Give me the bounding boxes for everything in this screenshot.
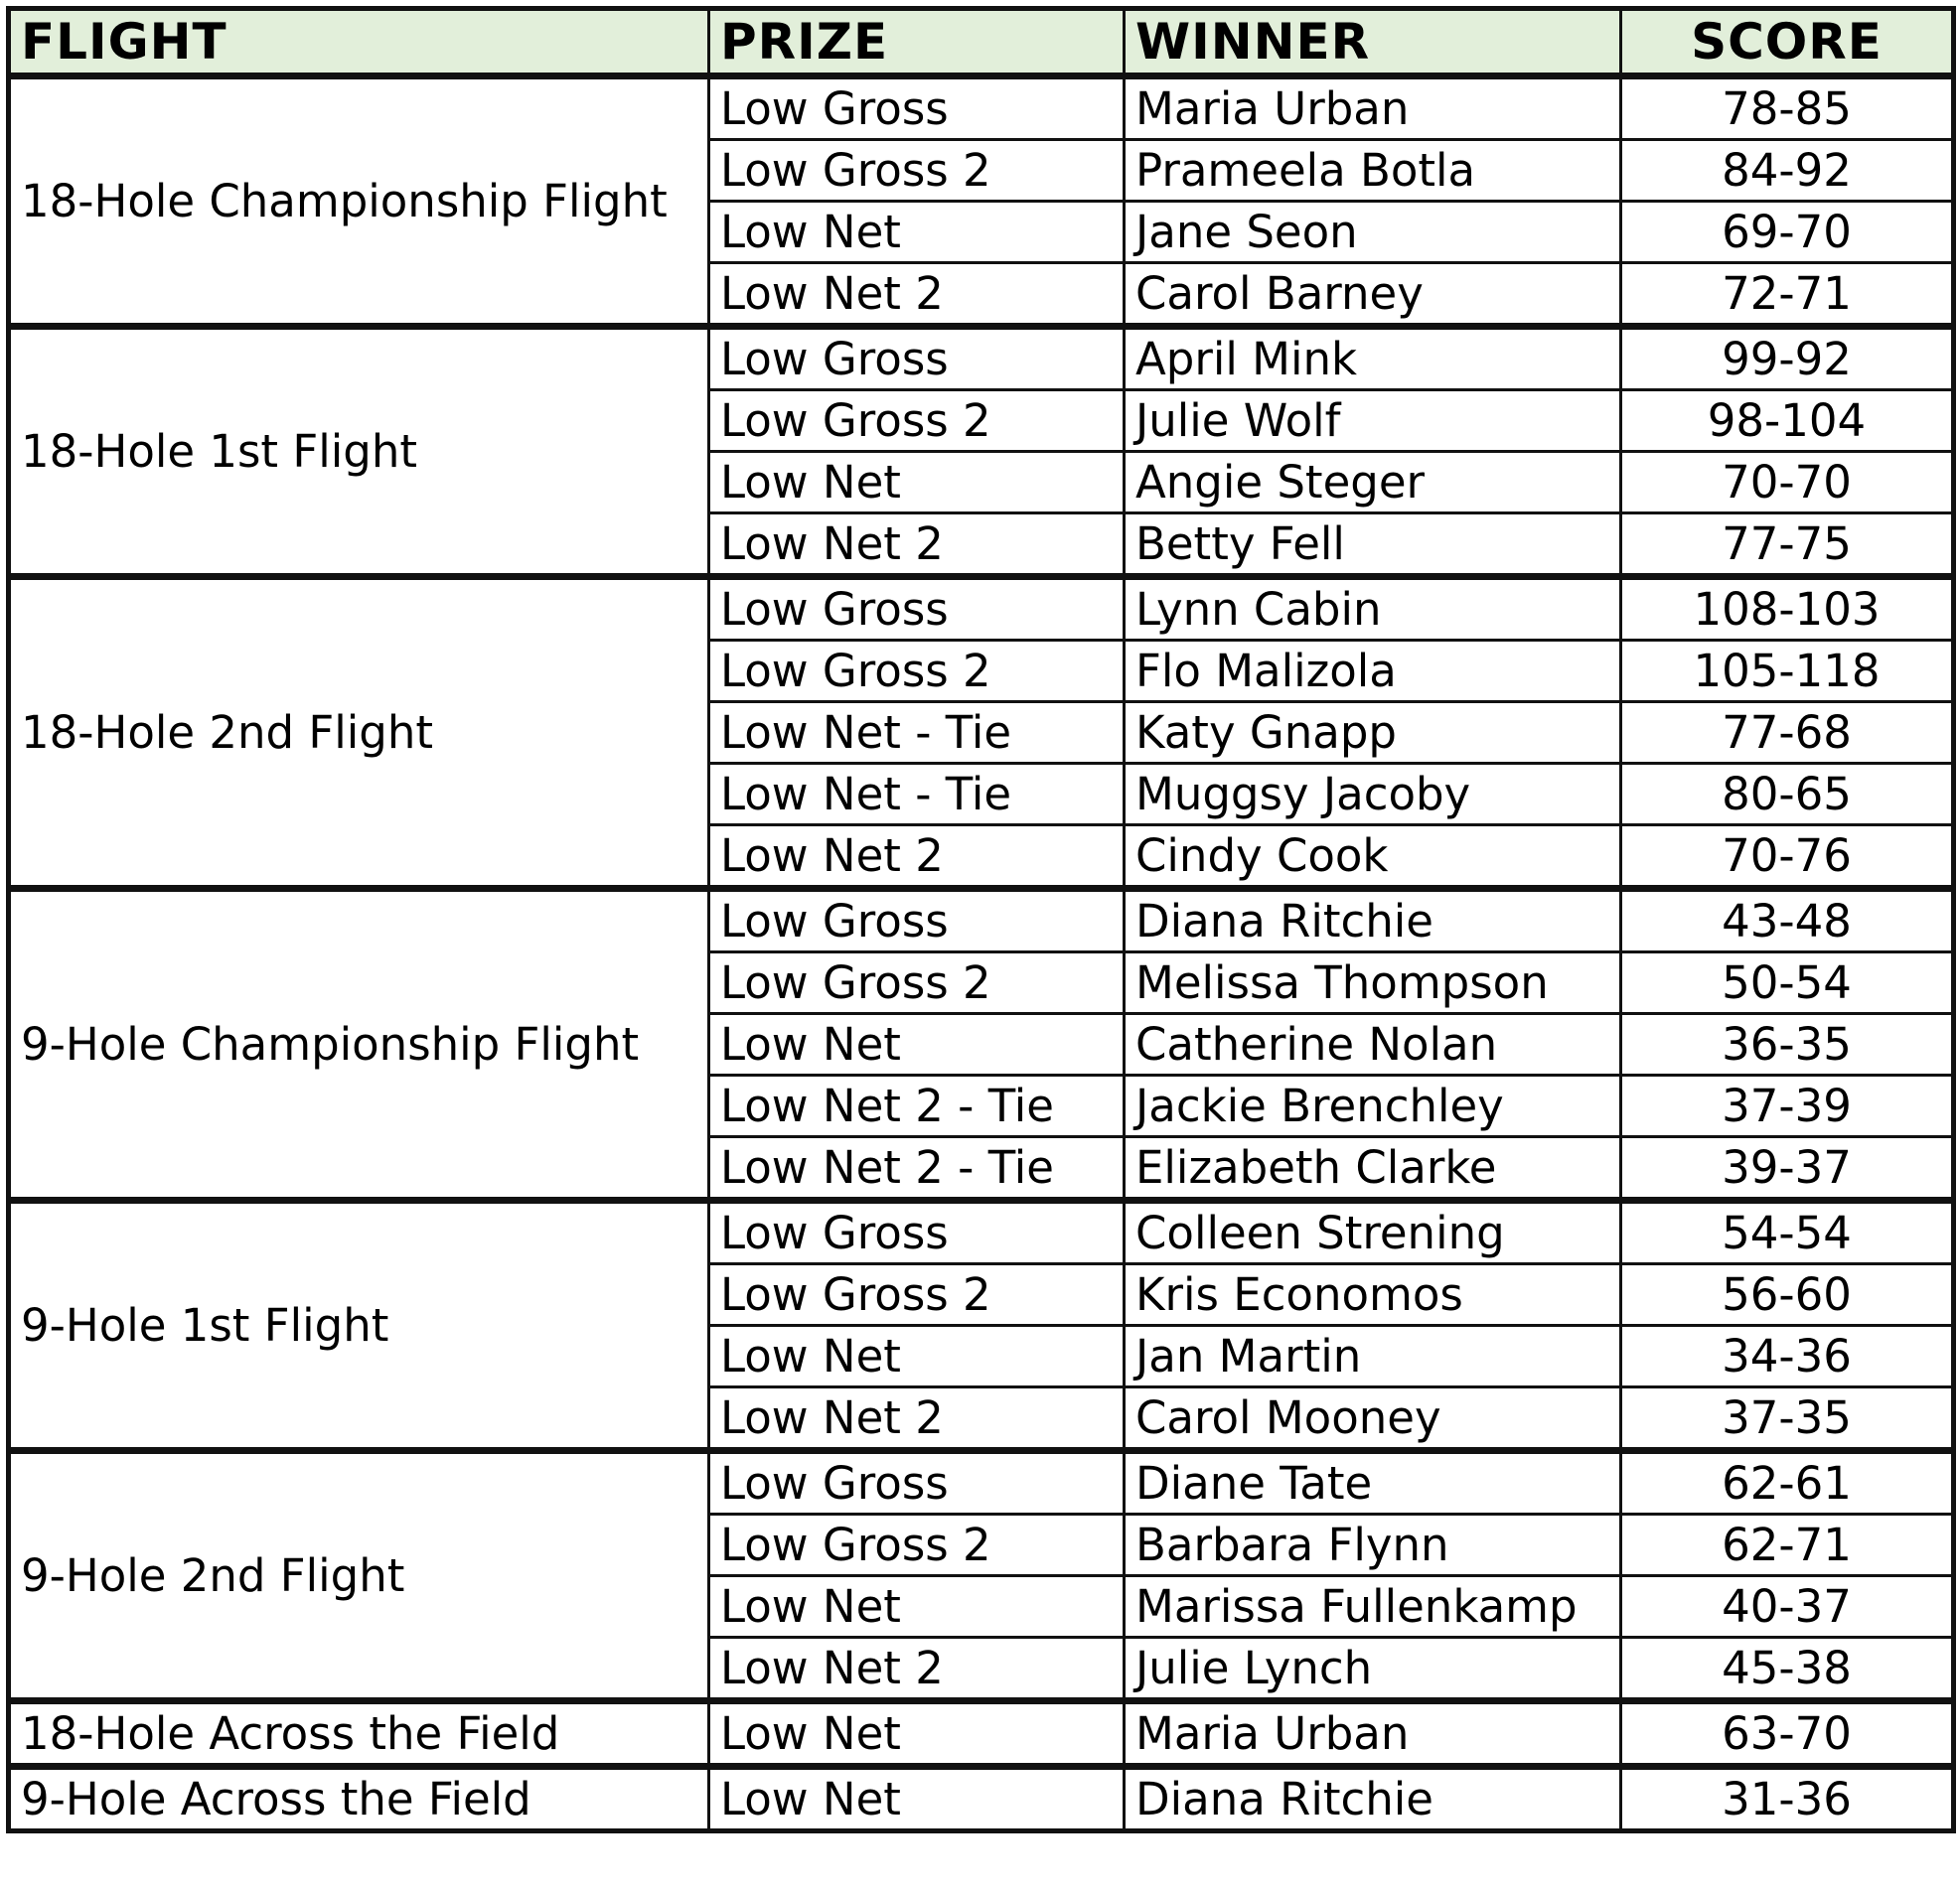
winner-name-cell: Lynn Cabin <box>1125 577 1621 641</box>
winner-name-cell: Marissa Fullenkamp <box>1125 1576 1621 1638</box>
table-row <box>9 1767 1954 1831</box>
table-row <box>9 1451 1954 1515</box>
prize-cell: Low Net 2 <box>709 1387 1125 1451</box>
winner-column-header: WINNER <box>1125 9 1621 76</box>
score-cell: 72-71 <box>1621 263 1954 327</box>
score-cell: 56-60 <box>1621 1264 1954 1326</box>
prize-cell: Low Net <box>709 452 1125 513</box>
score-cell: 39-37 <box>1621 1137 1954 1201</box>
winner-name-cell: April Mink <box>1125 327 1621 390</box>
score-cell: 78-85 <box>1621 76 1954 140</box>
prize-cell: Low Net 2 <box>709 825 1125 889</box>
winner-name-cell: Colleen Strening <box>1125 1201 1621 1264</box>
table-row <box>9 577 1954 641</box>
winner-name-cell: Katy Gnapp <box>1125 702 1621 764</box>
prize-cell: Low Gross <box>709 577 1125 641</box>
prize-cell: Low Net - Tie <box>709 764 1125 825</box>
winner-name-cell: Muggsy Jacoby <box>1125 764 1621 825</box>
prize-cell: Low Net 2 <box>709 1638 1125 1701</box>
winner-name-cell: Maria Urban <box>1125 1701 1621 1767</box>
prize-column-header: PRIZE <box>709 9 1125 76</box>
prize-cell: Low Net <box>709 1767 1125 1831</box>
score-cell: 70-70 <box>1621 452 1954 513</box>
score-cell: 40-37 <box>1621 1576 1954 1638</box>
prize-cell: Low Net <box>709 1701 1125 1767</box>
winner-name-cell: Kris Economos <box>1125 1264 1621 1326</box>
prize-cell: Low Gross 2 <box>709 1515 1125 1576</box>
winner-name-cell: Julie Wolf <box>1125 390 1621 452</box>
score-cell: 105-118 <box>1621 641 1954 702</box>
winner-name-cell: Jan Martin <box>1125 1326 1621 1387</box>
winner-name-cell: Elizabeth Clarke <box>1125 1137 1621 1201</box>
prize-cell: Low Net 2 <box>709 513 1125 577</box>
winner-name-cell: Betty Fell <box>1125 513 1621 577</box>
prize-cell: Low Net 2 - Tie <box>709 1076 1125 1137</box>
flight-name-cell: 18-Hole 2nd Flight <box>9 577 709 889</box>
flight-name-cell: 9-Hole Across the Field <box>9 1767 709 1831</box>
score-cell: 80-65 <box>1621 764 1954 825</box>
flight-name-cell: 9-Hole 2nd Flight <box>9 1451 709 1701</box>
prize-cell: Low Gross <box>709 1451 1125 1515</box>
prize-cell: Low Gross 2 <box>709 1264 1125 1326</box>
winner-name-cell: Flo Malizola <box>1125 641 1621 702</box>
table-row <box>9 1201 1954 1264</box>
prize-cell: Low Gross 2 <box>709 140 1125 202</box>
table-body <box>9 76 1954 1831</box>
winner-name-cell: Jackie Brenchley <box>1125 1076 1621 1137</box>
flight-name-cell: 9-Hole Championship Flight <box>9 889 709 1201</box>
winner-name-cell: Angie Steger <box>1125 452 1621 513</box>
winner-name-cell: Maria Urban <box>1125 76 1621 140</box>
score-cell: 54-54 <box>1621 1201 1954 1264</box>
table-header <box>9 9 1954 76</box>
flight-name-cell: 18-Hole Championship Flight <box>9 76 709 327</box>
prize-cell: Low Gross 2 <box>709 390 1125 452</box>
score-cell: 84-92 <box>1621 140 1954 202</box>
score-cell: 34-36 <box>1621 1326 1954 1387</box>
prize-cell: Low Net <box>709 1326 1125 1387</box>
prize-cell: Low Net <box>709 202 1125 263</box>
winner-name-cell: Melissa Thompson <box>1125 952 1621 1014</box>
winner-name-cell: Cindy Cook <box>1125 825 1621 889</box>
flight-name-cell: 18-Hole 1st Flight <box>9 327 709 577</box>
prize-cell: Low Gross <box>709 1201 1125 1264</box>
prize-cell: Low Gross <box>709 76 1125 140</box>
score-cell: 62-71 <box>1621 1515 1954 1576</box>
prize-cell: Low Net - Tie <box>709 702 1125 764</box>
flight-column-header: FLIGHT <box>9 9 709 76</box>
prize-cell: Low Net 2 - Tie <box>709 1137 1125 1201</box>
table-row <box>9 889 1954 952</box>
score-cell: 37-39 <box>1621 1076 1954 1137</box>
score-cell: 43-48 <box>1621 889 1954 952</box>
winner-name-cell: Diane Tate <box>1125 1451 1621 1515</box>
score-cell: 50-54 <box>1621 952 1954 1014</box>
prize-cell: Low Gross 2 <box>709 952 1125 1014</box>
score-cell: 77-75 <box>1621 513 1954 577</box>
table-row <box>9 327 1954 390</box>
winner-name-cell: Julie Lynch <box>1125 1638 1621 1701</box>
results-table <box>6 6 1956 1833</box>
winner-name-cell: Carol Mooney <box>1125 1387 1621 1451</box>
score-cell: 62-61 <box>1621 1451 1954 1515</box>
winner-name-cell: Carol Barney <box>1125 263 1621 327</box>
winner-name-cell: Catherine Nolan <box>1125 1014 1621 1076</box>
table-row <box>9 76 1954 140</box>
prize-cell: Low Gross <box>709 327 1125 390</box>
prize-cell: Low Net <box>709 1576 1125 1638</box>
score-cell: 70-76 <box>1621 825 1954 889</box>
prize-cell: Low Net <box>709 1014 1125 1076</box>
flight-name-cell: 18-Hole Across the Field <box>9 1701 709 1767</box>
header-row <box>9 9 1954 76</box>
winner-name-cell: Barbara Flynn <box>1125 1515 1621 1576</box>
winner-name-cell: Diana Ritchie <box>1125 1767 1621 1831</box>
score-cell: 69-70 <box>1621 202 1954 263</box>
prize-cell: Low Gross 2 <box>709 641 1125 702</box>
score-column-header: SCORE <box>1621 9 1954 76</box>
prize-cell: Low Gross <box>709 889 1125 952</box>
score-cell: 98-104 <box>1621 390 1954 452</box>
score-cell: 108-103 <box>1621 577 1954 641</box>
prize-cell: Low Net 2 <box>709 263 1125 327</box>
table-row <box>9 1701 1954 1767</box>
score-cell: 99-92 <box>1621 327 1954 390</box>
score-cell: 31-36 <box>1621 1767 1954 1831</box>
flight-name-cell: 9-Hole 1st Flight <box>9 1201 709 1451</box>
winner-name-cell: Jane Seon <box>1125 202 1621 263</box>
score-cell: 37-35 <box>1621 1387 1954 1451</box>
winner-name-cell: Diana Ritchie <box>1125 889 1621 952</box>
score-cell: 45-38 <box>1621 1638 1954 1701</box>
score-cell: 77-68 <box>1621 702 1954 764</box>
score-cell: 36-35 <box>1621 1014 1954 1076</box>
winner-name-cell: Prameela Botla <box>1125 140 1621 202</box>
score-cell: 63-70 <box>1621 1701 1954 1767</box>
